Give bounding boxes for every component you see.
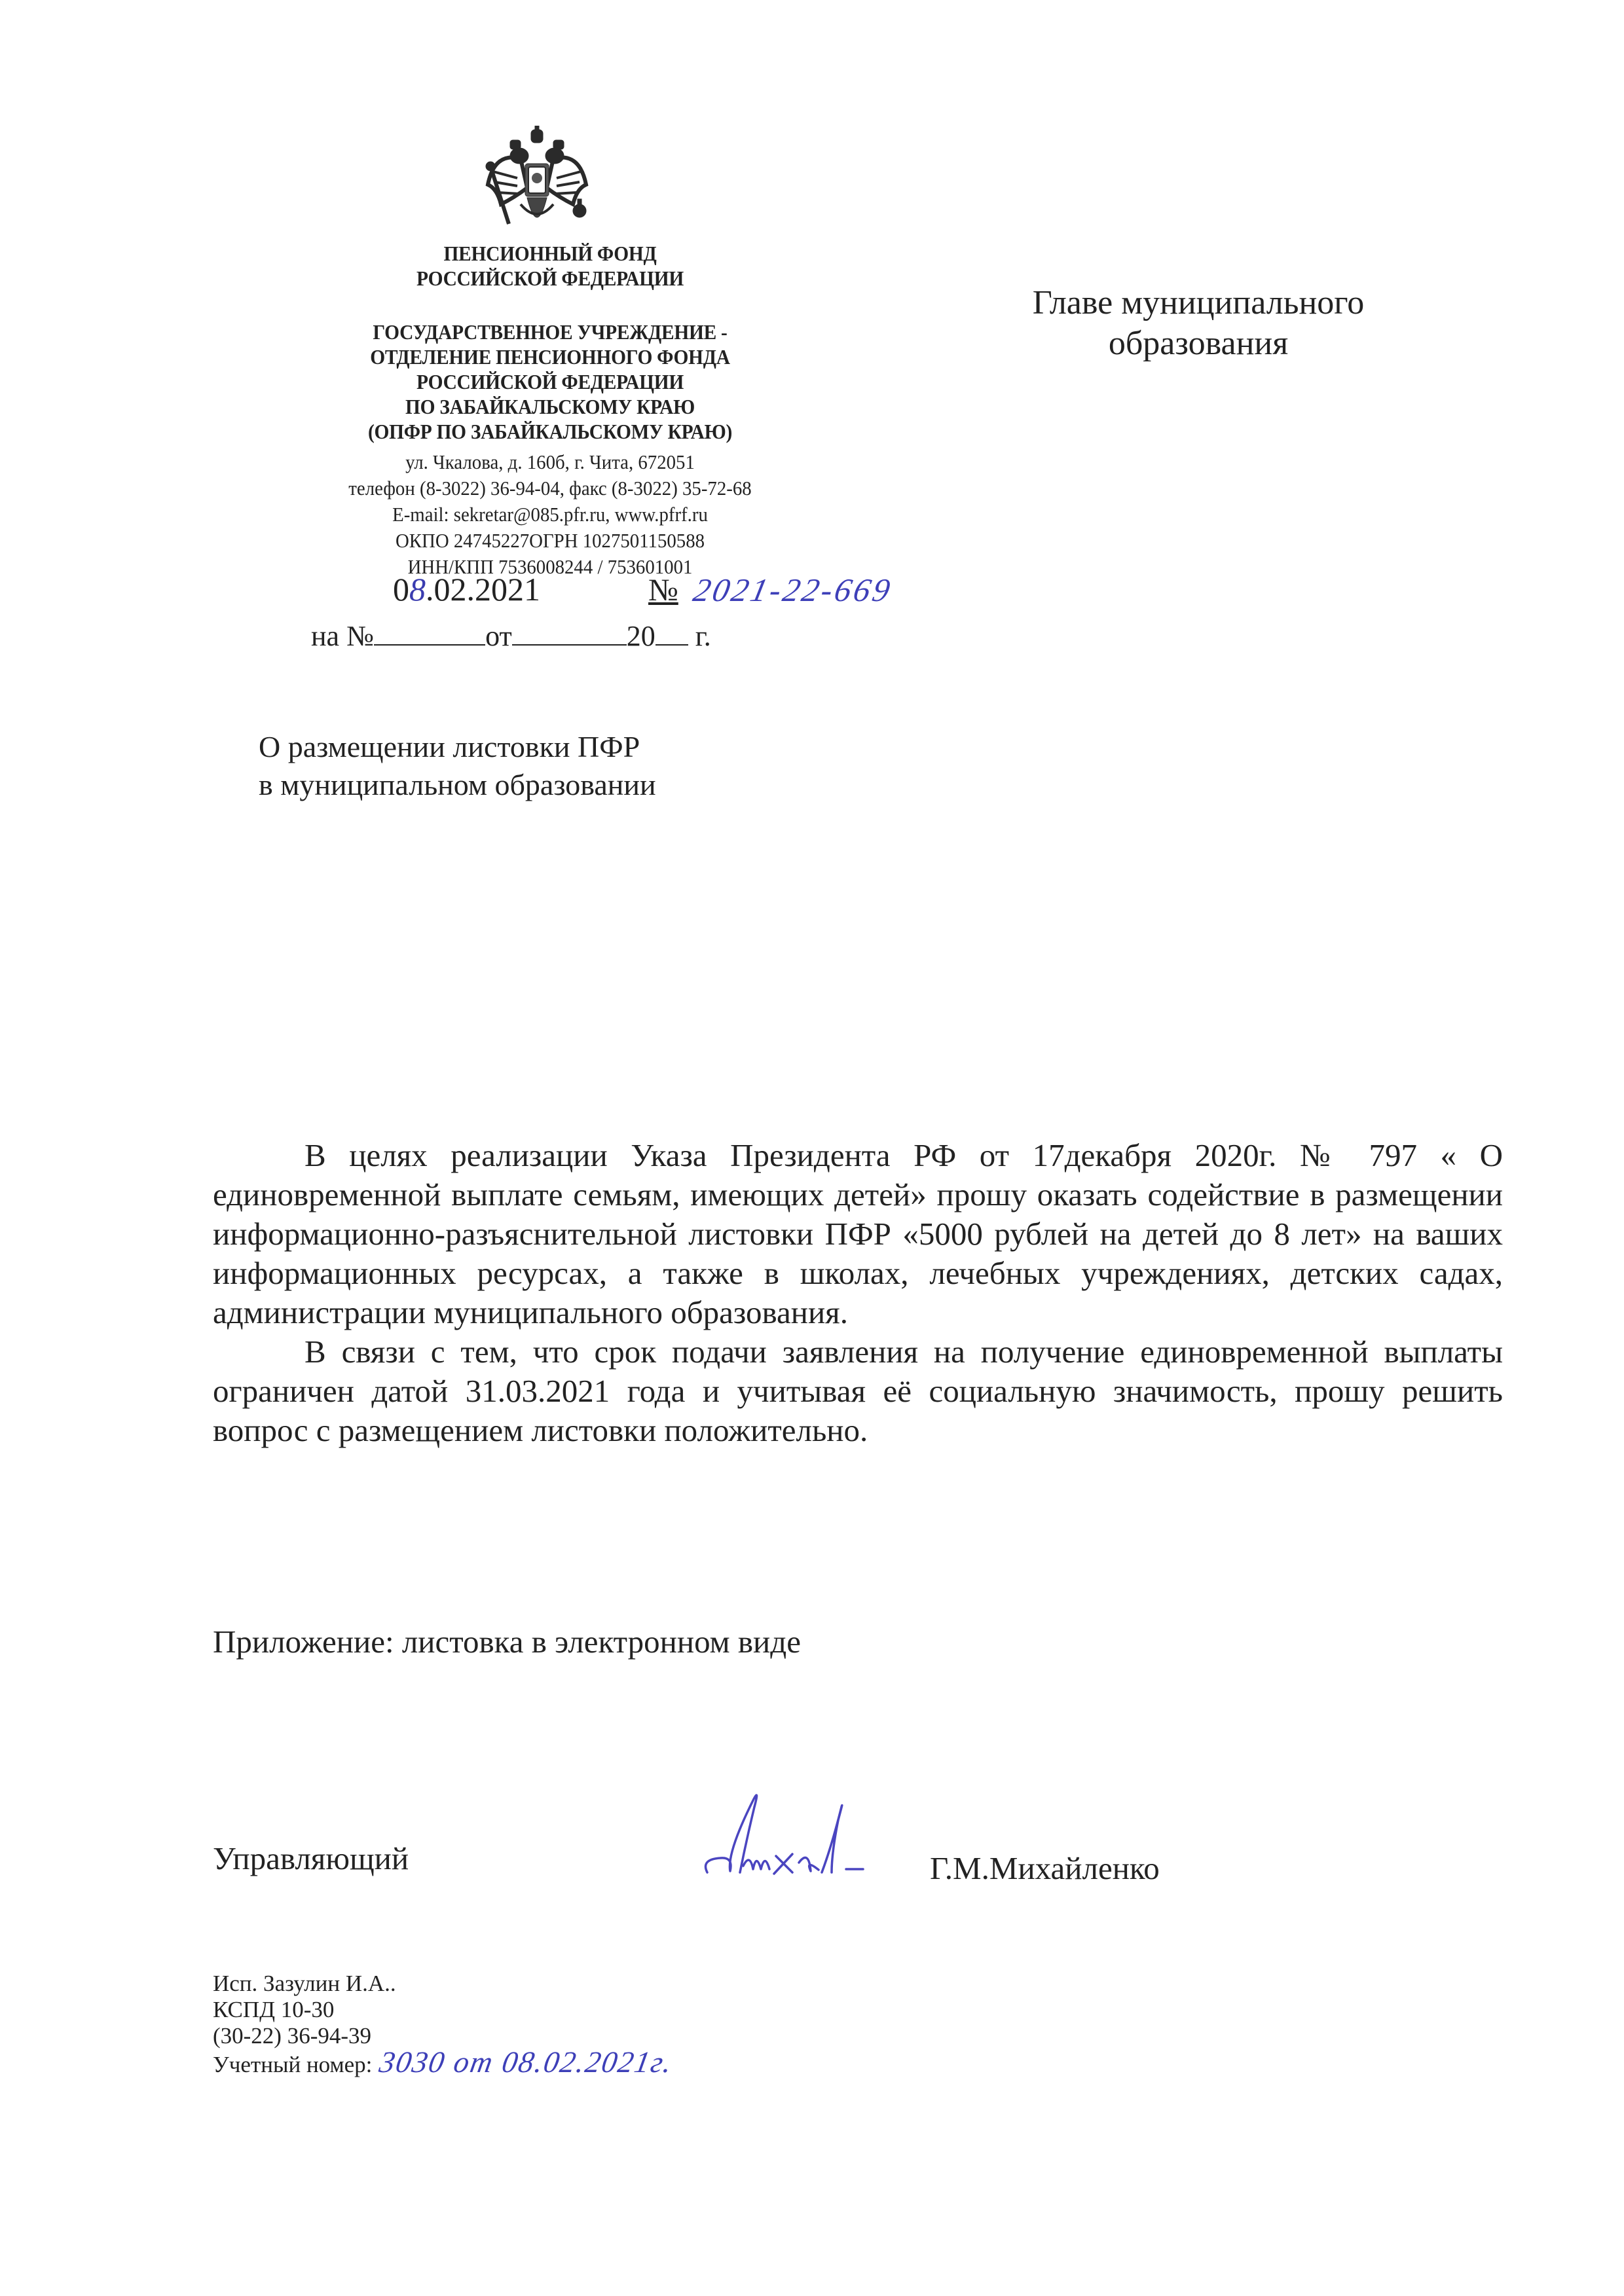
executor-name: Исп. Зазулин И.А.. [213,1971,396,1996]
ref-from: от [485,620,512,652]
organization-name [282,241,819,291]
reference-row [311,619,711,654]
addressee-line: Главе муниципального [1032,284,1365,321]
subject-line: О размещении листовки ПФР [259,730,640,763]
date-printed-suffix: .02.2021 [426,571,540,608]
ref-year: 20 [626,620,655,652]
body-paragraph: В связи с тем, что срок подачи заявления на получение единовременной выплаты ограничен датой 31.03.2021 года и учитывая её социальную значимость, прошу решить вопрос с размещением листовки положительно. [213,1334,1503,1448]
org-name-line: ПЕНСИОННЫЙ ФОНД [443,242,657,265]
subject-line: в муниципальном образовании [259,768,656,801]
phone-fax-line: телефон (8-3022) 36-94-04, факс (8-3022) 35-72-68 [348,477,752,500]
handwritten-signature [694,1781,871,1879]
branch-name-line: ПО ЗАБАЙКАЛЬСКОМУ КРАЮ [405,395,695,418]
signature-icon [694,1781,871,1879]
okpo-ogrn-line: ОКПО 24745227ОГРН 1027501150588 [395,529,705,552]
registration-number-handwritten: 3030 от 08.02.2021г. [377,2045,676,2079]
executor-block [213,1971,676,2079]
ref-prefix: на № [311,620,375,652]
executor-kspd: КСПД 10-30 [213,1997,335,2022]
ref-number-blank [374,619,485,646]
ref-suffix: г. [695,620,711,652]
org-name-line: РОССИЙСКОЙ ФЕДЕРАЦИИ [416,266,684,290]
body-paragraph: В целях реализации Указа Президента РФ от 17декабря 2020г. № 797 « О единовременной выплате семьям, имеющих детей» прошу оказать содействие в размещении информационно-разъяснительной листовки ПФР «5000 рублей на детей до 8 лет» на ваших информационных ресурсах, а также в школах, лечебных учреждениях, детских садах, администрации муниципального образования. [213,1137,1503,1330]
letter-subject [259,728,656,804]
number-label: № [648,573,678,608]
outgoing-date [393,570,540,609]
coat-of-arms-emblem [481,126,593,240]
inn-kpp-line: ИНН/КПП 7536008244 / 753601001 [407,555,693,578]
ref-year-blank [655,619,688,646]
letter-body [213,1136,1503,1450]
double-headed-eagle-icon [481,126,593,240]
signatory-name: Г.М.Михайленко [930,1850,1160,1886]
signatory-position: Управляющий [213,1840,409,1876]
email-web-line: E-mail: sekretar@085.pfr.ru, www.pfrf.ru [392,503,708,526]
address-line: ул. Чкалова, д. 160б, г. Чита, 672051 [405,450,695,473]
outgoing-number-handwritten: 2021-22-669 [690,572,896,608]
date-printed-prefix: 0 [393,571,409,608]
attachment-note: Приложение: листовка в электронном виде [213,1624,801,1660]
executor-phone: (30-22) 36-94-39 [213,2023,372,2049]
branch-name-line: ОТДЕЛЕНИЕ ПЕНСИОННОГО ФОНДА [370,345,730,369]
branch-name-line: РОССИЙСКОЙ ФЕДЕРАЦИИ [416,370,684,393]
addressee [976,283,1421,364]
branch-name-line: ГОСУДАРСТВЕННОЕ УЧРЕЖДЕНИЕ - [373,320,728,344]
branch-name [282,319,819,444]
ref-date-blank [512,619,627,646]
date-handwritten-digit: 8 [409,571,426,608]
addressee-line: образования [1108,325,1289,362]
contact-details [279,449,821,580]
registration-label: Учетный номер: [213,2052,373,2077]
branch-name-line: (ОПФР ПО ЗАБАЙКАЛЬСКОМУ КРАЮ) [367,420,732,443]
registration-row [213,2045,676,2079]
